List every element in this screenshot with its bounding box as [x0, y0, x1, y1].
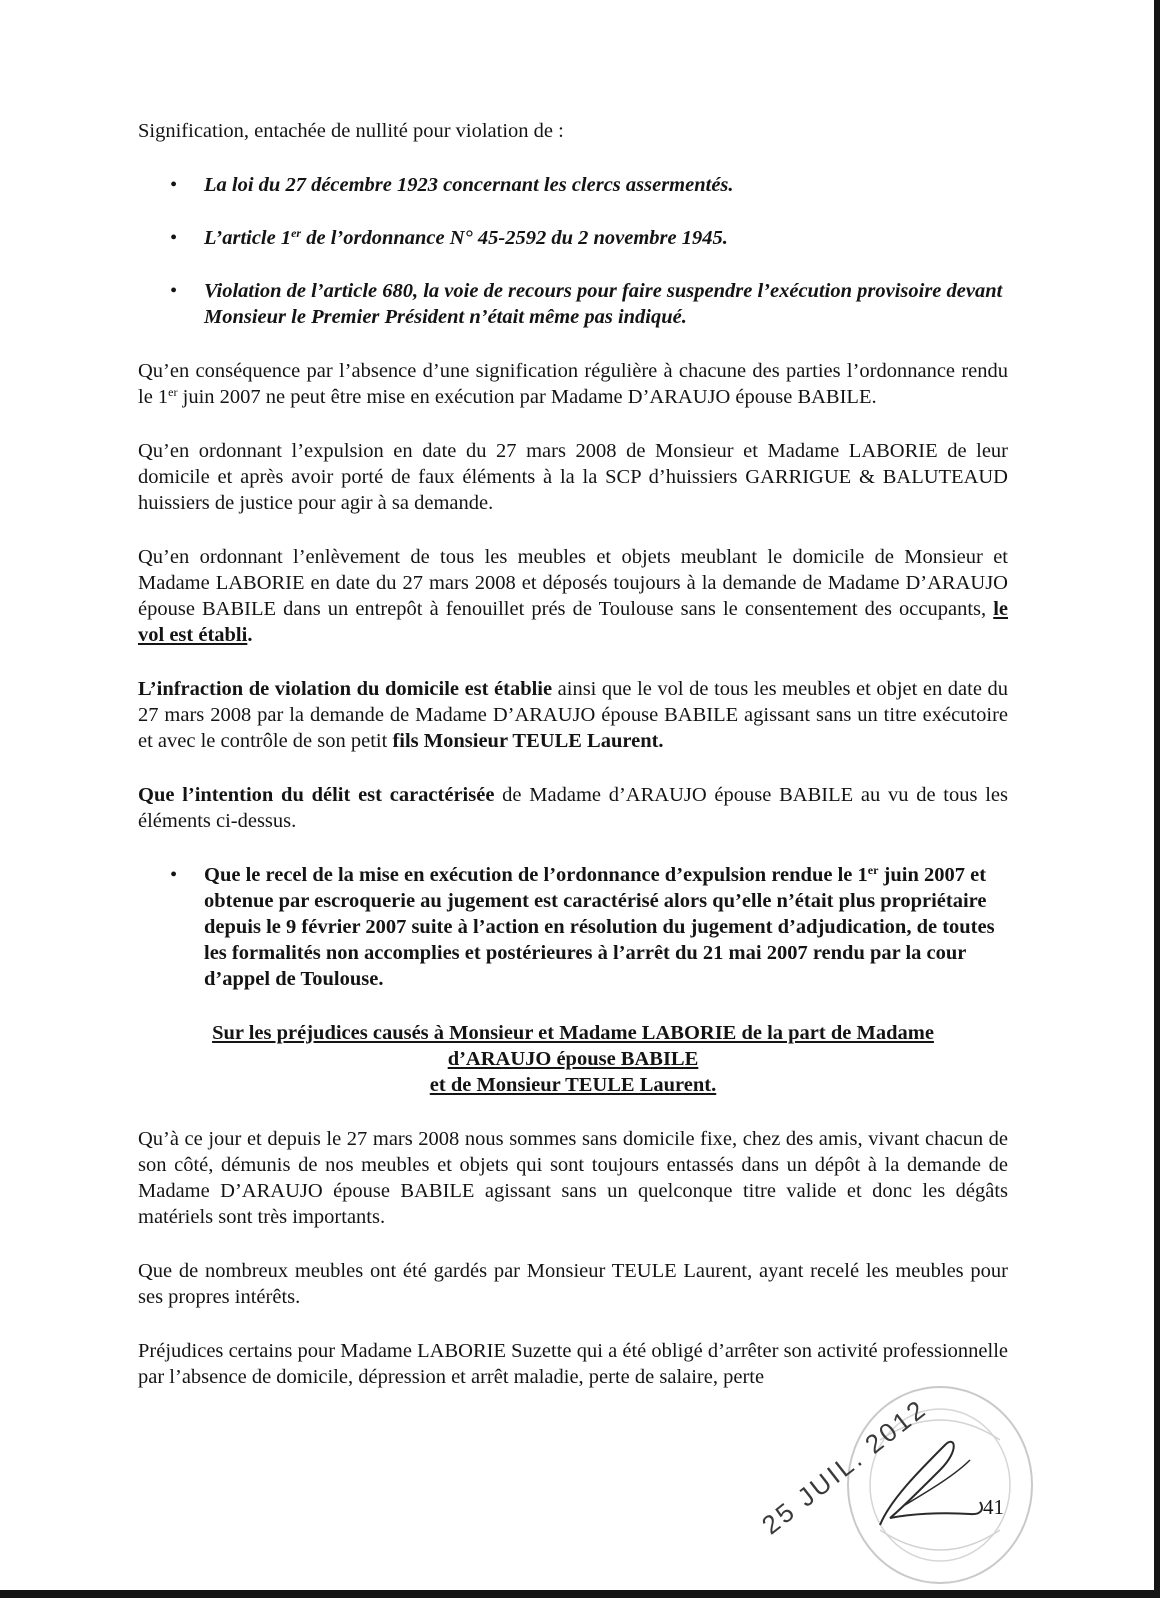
paragraph-removal — [138, 544, 1008, 648]
list-item — [138, 862, 1008, 992]
paragraph-consequence — [138, 358, 1008, 410]
list-item-text-post: de l’ordonnance N° 45-2592 du 2 novembre 1945. — [301, 227, 728, 249]
document-body — [138, 118, 1008, 1418]
violation-list — [138, 172, 1008, 330]
paragraph-text: Qu’en conséquence par l’absence d’une signification régulière à chacune des parties l’ordonnance rendu le 1 — [138, 360, 1008, 408]
list-item-text-post: juin 2007 et obtenue par escroquerie au jugement est caractérisé alors qu’elle n’était plus propriétaire depuis le 9 février 2007 suite à l’action en résolution du jugement d’adjudication, de toutes les formalités non accomplies et postérieures à l’arrêt du 21 mai 2007 rendu par la cour d’appel de Toulouse. — [204, 864, 995, 990]
paragraph-prejudice: Préjudices certains pour Madame LABORIE Suzette qui a été obligé d’arrêter son activité professionnelle par l’absence de domicile, dépression et arrêt maladie, perte de salaire, perte — [138, 1340, 1008, 1388]
bold-text: fils Monsieur TEULE Laurent. — [392, 730, 664, 752]
paragraph-text: de Madame d’ARAUJO épouse BABILE au vu de tous les éléments ci-dessus. — [138, 784, 1008, 832]
paragraph-text: Qu’en ordonnant l’enlèvement de tous les meubles et objets meublant le domicile de Monsieur et Madame LABORIE en date du 27 mars 2008 et déposés toujours à la demande de Madame D’ARAUJO épouse BABILE dans un entrepôt à fenouillet prés de Toulouse sans le consentement des occupants, — [138, 546, 1008, 620]
superscript: er — [168, 385, 178, 399]
recel-list — [138, 862, 1008, 992]
list-item — [138, 278, 1008, 330]
intro-line: Signification, entachée de nullité pour violation de : — [138, 120, 564, 142]
paragraph-furniture: Que de nombreux meubles ont été gardés par Monsieur TEULE Laurent, ayant recelé les meubles pour ses propres intérêts. — [138, 1260, 1008, 1308]
bold-text: Que l’intention du délit est caractérisée — [138, 784, 495, 806]
section-heading — [138, 1020, 1008, 1098]
bullet-icon: • — [170, 174, 178, 196]
paragraph-expulsion: Qu’en ordonnant l’expulsion en date du 27 mars 2008 de Monsieur et Madame LABORIE de leur domicile et après avoir porté de faux éléments à la la SCP d’huissiers GARRIGUE & BALUTEAUD huissiers de justice pour agir à sa demande. — [138, 440, 1008, 514]
heading-line: Sur les préjudices causés à Monsieur et Madame LABORIE de la part de Madame — [212, 1022, 934, 1044]
list-item-text: Violation de l’article 680, la voie de recours pour faire suspendre l’exécution provisoire devant Monsieur le Premier Président n’était même pas indiqué. — [204, 280, 1003, 328]
bold-text: L’infraction de violation du domicile est établie — [138, 678, 553, 700]
page-number: 41 — [983, 1495, 1004, 1519]
paragraph-text: juin 2007 ne peut être mise en exécution par Madame D’ARAUJO épouse BABILE. — [177, 386, 877, 408]
superscript: er — [867, 863, 879, 877]
paragraph-homeless: Qu’à ce jour et depuis le 27 mars 2008 nous sommes sans domicile fixe, chez des amis, vivant chacun de son côté, démunis de nos meubles et objets qui sont toujours entassés dans un dépôt à la demande de Madame D’ARAUJO épouse BABILE agissant sans un quelconque titre valide et donc les dégâts matériels sont très importants. — [138, 1128, 1008, 1228]
list-item — [138, 225, 1008, 251]
paragraph-infraction — [138, 676, 1008, 754]
paragraph-text: ainsi que le vol de tous les meubles et objet en date du 27 mars 2008 par la demande de Madame D’ARAUJO épouse BABILE agissant sans un titre exécutoire et avec le contrôle de son petit — [138, 678, 1008, 752]
list-item-text-pre: L’article 1 — [204, 227, 292, 249]
bullet-icon: • — [170, 864, 178, 886]
superscript: er — [291, 226, 302, 240]
received-date-stamp: 25 JUIL. 2012 — [755, 1392, 933, 1541]
list-item-text-pre: Que le recel de la mise en exécution de l’ordonnance d’expulsion rendue le 1 — [204, 864, 868, 886]
emphasis-text: le vol est établi — [138, 598, 1008, 646]
paragraph-text: . — [247, 624, 253, 646]
bullet-icon: • — [170, 227, 178, 249]
bullet-icon: • — [170, 280, 178, 302]
list-item-text: La loi du 27 décembre 1923 concernant les clercs assermentés. — [204, 174, 734, 196]
list-item — [138, 172, 1008, 198]
heading-line: d’ARAUJO épouse BABILE — [447, 1048, 699, 1070]
paragraph-intention — [138, 782, 1008, 834]
heading-line: et de Monsieur TEULE Laurent. — [429, 1074, 717, 1096]
